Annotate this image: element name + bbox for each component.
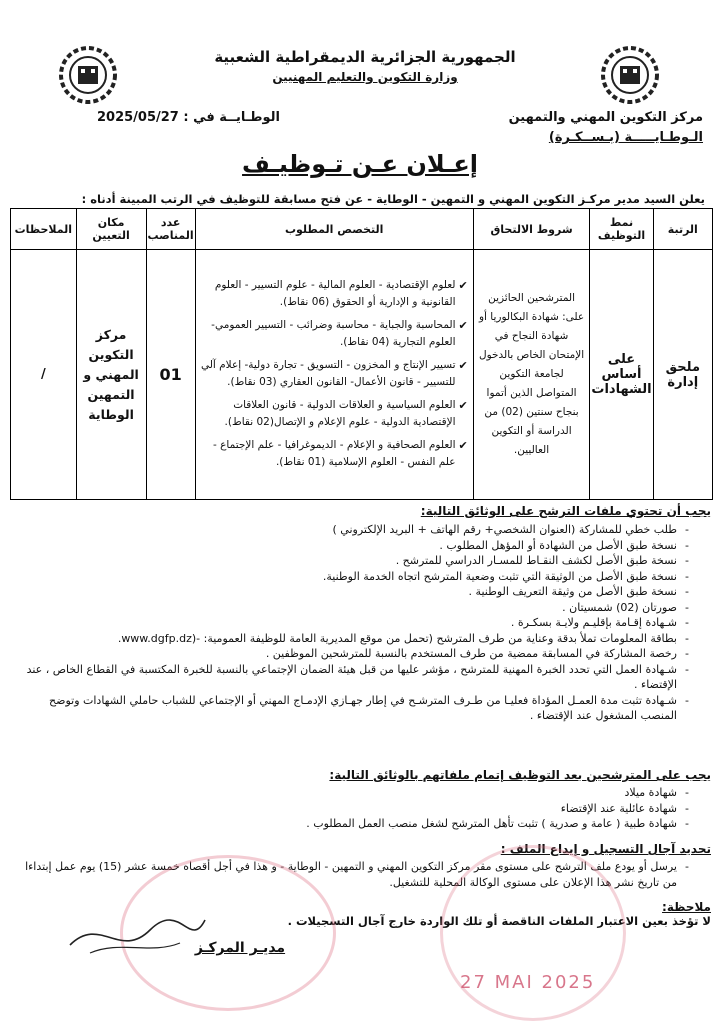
page-title: إعـلان عـن تـوظيـف [242,150,478,178]
cell-place: مركز التكوين المهني و التمهين الوطاية [76,250,146,500]
col-mode: نمط التوظيف [590,209,653,250]
list-item: - شهادة طبية ( عامة و صدرية ) تثبت تأهل المترشح لشغل منصب العمل المطلوب . [11,816,677,832]
col-conditions: شروط الالتحاق [473,209,590,250]
center-line-1: مركز التكوين المهني والتمهين [508,110,703,125]
after-hiring-heading: يجب على المترشحين بعد التوظيف إتمام ملفاتهم بالوثائق التالية: [329,768,711,782]
list-item: - شـهادة العمل التي تحدد الخبرة المهنية للمترشح ، مؤشر عليها من قبل هيئة الضمان الإجتماعي بالنسبة للخبرة المكتسبة في القطاع الخاص ، عند الإقتضاء . [11,662,677,693]
checkmark-icon: ✔ [458,278,468,292]
specialty-item: ✔ العلوم السياسية و العلاقات الدولية - قانون العلاقات الإقتصادية الدولية - علوم الإعلام و الإتصال(02 نقاط). [224,398,468,428]
list-item: - نسخة طبق الأصل من وثيقة التعريف الوطنية . [11,584,677,600]
handwritten-signature [60,905,210,965]
issue-date: الوطـايــة في : 2025/05/27 [96,110,280,125]
cell-notes: / [11,250,77,500]
cell-posts: 01 [146,250,195,500]
col-specialty: التخصص المطلوب [195,209,473,250]
date-stamp [440,845,626,1021]
list-item: - بطاقة المعلومات تملأ بدقة وعناية من طرف المترشح (تحمل من موقع المديرية العامة للوظيفة العمومية: -(www.dgfp.dz. [11,631,677,647]
col-place: مكان التعيين [76,209,146,250]
after-hiring-section [11,768,711,832]
specialty-item: ✔ العلوم الصحافية و الإعلام - الديموغرافيا - علم الإجتماع - علم النفس - العلوم الإسلامية (01 نقاط). [213,438,468,468]
list-item: - نسخة طبق الأصل لكشف النقـاط للمسـار الدراسي للمترشح . [11,553,677,569]
stamp-date: 27 MAI 2025 [460,972,596,993]
checkmark-icon: ✔ [458,438,468,452]
deadline-heading: تحديد آجال التسجيل و إيداع الملف : [500,842,711,856]
col-posts: عدد المناصب [146,209,195,250]
specialty-item: ✔ لعلوم الإقتصادية - العلوم المالية - علوم التسيير - العلوم القانونية و الإدارية أو الحقوق (06 نقاط). [214,278,468,308]
director-signature-label: مديـر المركـز [194,940,286,956]
cell-conditions: المترشحين الحائزين على: شهادة البكالوريا أو شهادة النجاح في الإمتحان الخاص بالدخول لجامعة التكوين المتواصل الذين أتموا بنجاح سنتين (02) من الدراسة أو التكوين العاليين. [473,250,590,500]
checkmark-icon: ✔ [458,398,468,412]
republic-title: الجمهورية الجزائرية الديمقراطية الشعبية [214,48,516,66]
intro-text: يعلن السيد مدير مركـز التكوين المهني و التمهين - الوطاية - عن فتح مسابقة للتوظيف في الرتب المبينة أدناه : [81,192,705,206]
list-item: - طلب خطي للمشاركة (العنوان الشخصي+ رقم الهاتف + البريد الإلكتروني ) [11,522,677,538]
col-notes: الملاحظات [11,209,77,250]
list-item: - شـهادة إقـامة بإقليـم ولايـة بسكـرة . [11,615,677,631]
list-item: - شهادة عائلية عند الإقتضاء [11,801,677,817]
after-hiring-list [11,785,711,832]
positions-table [10,208,713,500]
center-line-2: الـوطـايـــــة (بـســكـرة) [548,130,703,145]
ministry-name: وزارة التكوين والتعليم المهنيين [272,70,458,84]
specialty-item: ✔ تسيير الإنتاج و المخزون - التسويق - تجارة دولية- إعلام آلي للتسيير - قانون الأعمال- القانون العقاري (03 نقاط). [200,358,468,388]
list-item: - نسخة طبق الأصل من الشهادة أو المؤهل المطلوب . [11,538,677,554]
specialty-item: ✔ المحاسبة والجباية - محاسبة وضرائب - التسيير العمومي- العلوم التجارية (04 نقاط). [211,318,468,348]
ministry-logo-left [48,44,128,106]
list-item: - شـهادة تثبت مدة العمـل المؤداة فعليـا من طـرف المترشـح في إطار جهـازي الإدمـاج المهني أو الإجتماعي للشباب حاملي الشهادات وتوضح المنصب المشغول عند الإقتضاء . [11,693,677,724]
note-text: لا تؤخذ بعين الاعتبار الملفات الناقصة أو تلك الواردة خارج آجال التسجيلات . [287,914,711,928]
ministry-logo-right [590,44,670,106]
list-item: - نسخة طبق الأصل من الوثيقة التي تثبت وضعية المترشح اتجاه الخدمة الوطنية. [11,569,677,585]
list-item: - رخصة المشاركة في المسابقة ممضية من طرف المستخدم بالنسبة للمترشحين الموظفين . [11,646,677,662]
table-row [11,250,713,500]
documents-heading: يجب أن تحتوي ملفات الترشح على الوثائق التالية: [420,504,711,518]
table-header-row [11,209,713,250]
col-rank: الرتبة [653,209,712,250]
list-item: - صورتان (02) شمسيتان . [11,600,677,616]
cell-rank: ملحق إدارة [653,250,712,500]
note-heading: ملاحظة: [662,900,711,914]
cell-specialty [195,250,473,500]
cell-mode: على أساس الشهادات [590,250,653,500]
center-name [473,108,703,148]
checkmark-icon: ✔ [458,318,468,332]
documents-list [11,522,711,724]
documents-section [11,504,711,724]
list-item: - شهادة ميلاد [11,785,677,801]
list-item: - يرسل أو يودع ملف الترشح على مستوى مقر مركز التكوين المهني و التمهين - الوطاية - و هذا في أجل أقصاه خمسة عشر (15) يوم عمل إبتداءا من تاريخ نشر هذا الإعلان على مستوى الوكالة المحلية للتشغيل. [11,859,677,890]
checkmark-icon: ✔ [458,358,468,372]
